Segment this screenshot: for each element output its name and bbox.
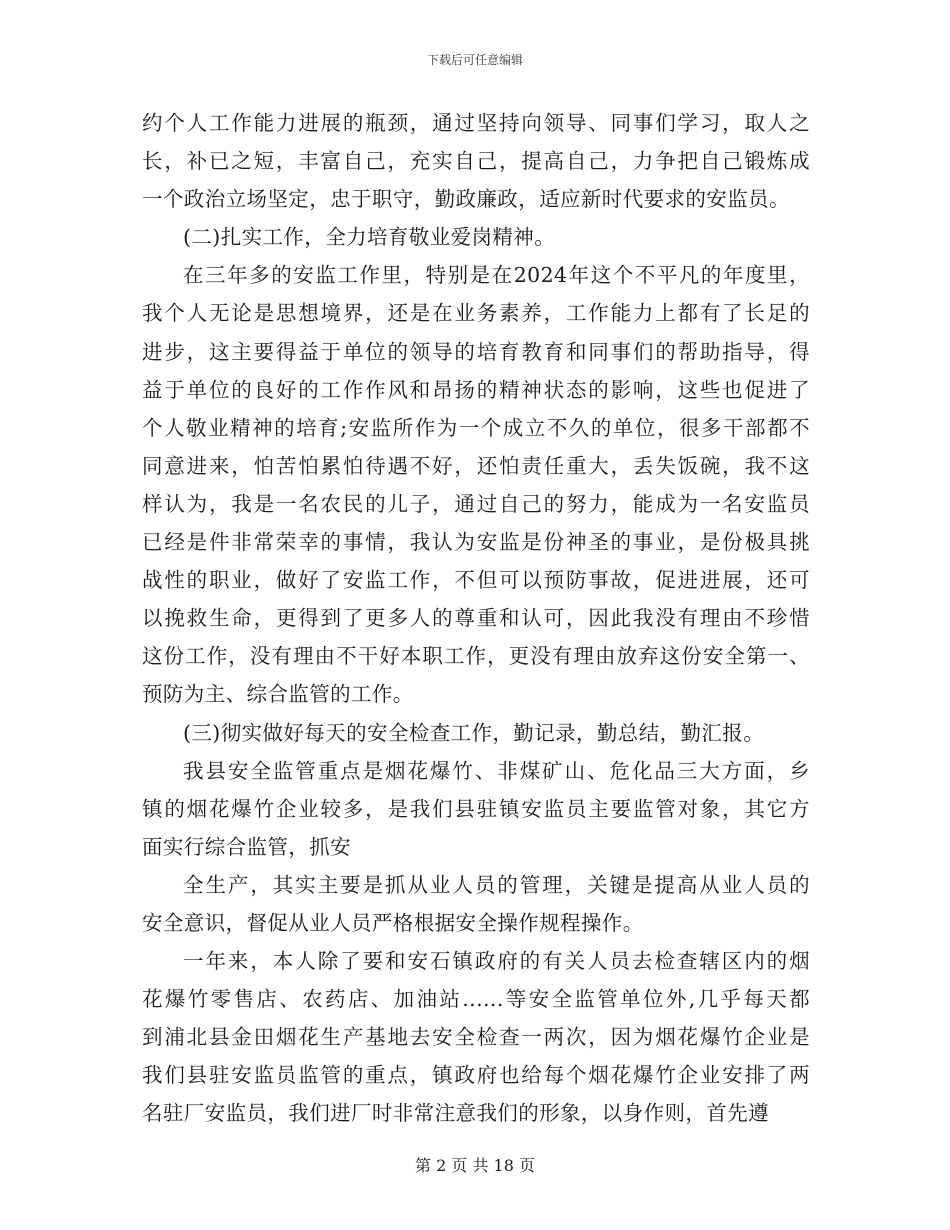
text-line: 全生产，其实主要是抓从业人员的管理，关键是提高从业人员的 (183, 872, 810, 897)
page-footer: 第 2 页 共 18 页 (415, 1156, 535, 1175)
text-line: 名驻厂安监员，我们进厂时非常注意我们的形象，以身作则，首先遵 (142, 1101, 769, 1126)
document-body (142, 104, 810, 1133)
text-line: 以挽救生命，更得到了更多人的尊重和认可，因此我没有理由不珍惜 (142, 606, 810, 631)
text-line: 预防为主、综合监管的工作。 (142, 682, 414, 707)
text-line: 长，补已之短，丰富自己，充实自己，提高自己，力争把自己锻炼成 (142, 149, 810, 174)
text-line: 面实行综合监管，抓安 (142, 834, 351, 859)
text-line: 同意进来，怕苦怕累怕待遇不好，还怕责任重大，丢失饭碗，我不这 (142, 453, 810, 478)
text-line: 已经是件非常荣幸的事情，我认为安监是份神圣的事业，是份极具挑 (142, 530, 810, 555)
text-line: 一个政治立场坚定，忠于职守，勤政廉政，适应新时代要求的安监员。 (142, 187, 790, 212)
text-line: 战性的职业，做好了安监工作，不但可以预防事故，促进进展，还可 (142, 568, 810, 593)
text-line: 样认为，我是一名农民的儿子，通过自己的努力，能成为一名安监员 (142, 491, 810, 516)
text-line: 我们县驻安监员监管的重点，镇政府也给每个烟花爆竹企业安排了两 (142, 1063, 810, 1088)
text-line: 安全意识，督促从业人员严格根据安全操作规程操作。 (142, 910, 644, 935)
text-line: 到浦北县金田烟花生产基地去安全检查一两次，因为烟花爆竹企业是 (142, 1025, 810, 1050)
text-line: 个人敬业精神的培育;安监所作为一个成立不久的单位，很多干部都不 (142, 415, 810, 440)
text-line: 约个人工作能力进展的瓶颈，通过坚持向领导、同事们学习，取人之 (142, 111, 810, 135)
text-line: 一年来，本人除了要和安石镇政府的有关人员去检查辖区内的烟 (183, 949, 810, 974)
text-line: 我县安全监管重点是烟花爆竹、非煤矿山、危化品三大方面，乡 (183, 758, 810, 783)
page-header: 下载后可任意编辑 (426, 53, 523, 67)
text-line: 进步，这主要得益于单位的领导的培育教育和同事们的帮助指导，得 (142, 339, 810, 364)
text-line: (三)彻实做好每天的安全检查工作，勤记录，勤总结，勤汇报。 (183, 720, 765, 745)
text-line: 我个人无论是思想境界，还是在业务素养，工作能力上都有了长足的 (142, 301, 810, 326)
text-line: 在三年多的安监工作里，特别是在2024年这个不平凡的年度里， (183, 263, 810, 288)
text-line: 镇的烟花爆竹企业较多，是我们县驻镇安监员主要监管对象，其它方 (142, 796, 810, 821)
text-line: 花爆竹零售店、农药店、加油站......等安全监管单位外,几乎每天都 (142, 987, 810, 1012)
text-line: 益于单位的良好的工作作风和昂扬的精神状态的影响，这些也促进了 (142, 377, 810, 402)
text-line: (二)扎实工作，全力培育敬业爱岗精神。 (183, 225, 556, 250)
text-line: 这份工作，没有理由不干好本职工作，更没有理由放弃这份安全第一、 (142, 644, 810, 669)
